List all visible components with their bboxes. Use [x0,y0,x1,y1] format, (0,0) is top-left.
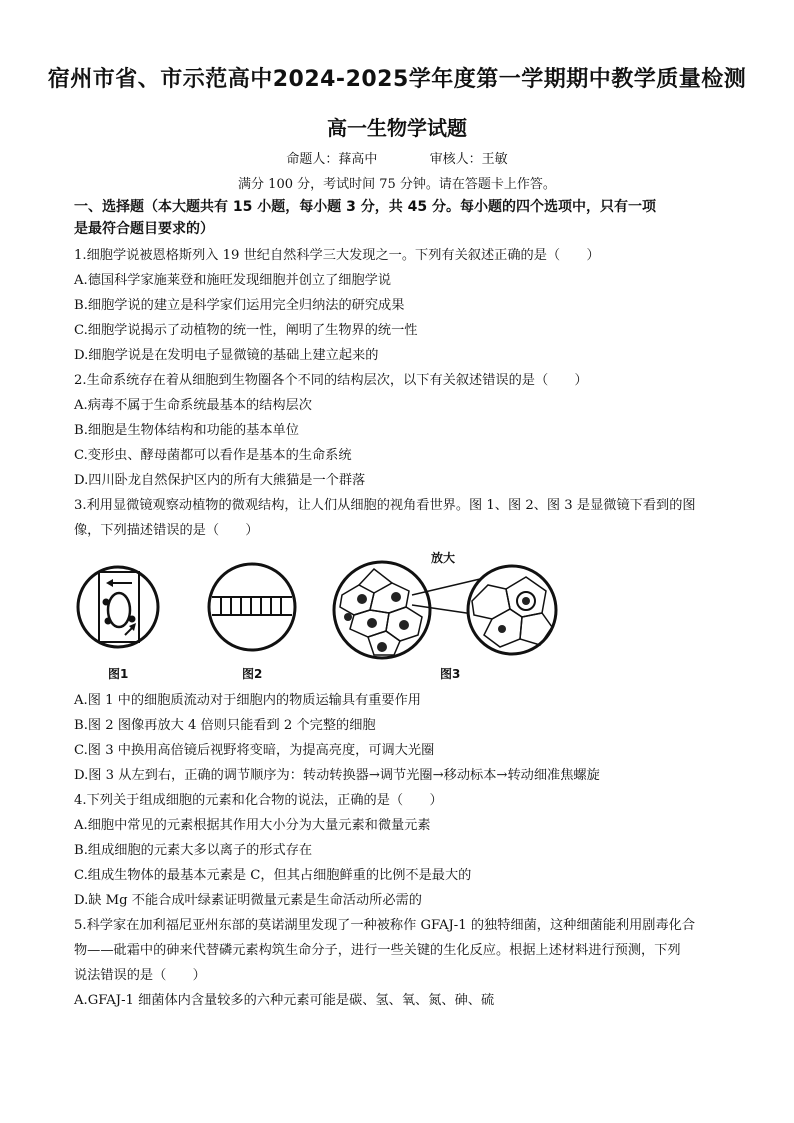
figure-3-high-power [468,566,556,654]
figures-svg [74,555,574,685]
question-1-option-c: C.细胞学说揭示了动植物的统一性，阐明了生物界的统一性 [74,323,418,338]
microscope-figures [74,551,574,685]
figure-3-caption: 图3 [440,667,461,681]
exam-instructions: 满分 100 分，考试时间 75 分钟。请在答题卡上作答。 [238,177,556,192]
section-heading: 一、选择题（本大题共有 15 小题，每小题 3 分，共 45 分。每小题的四个选项中，只有一项 [74,199,656,215]
question-3-option-b: B.图 2 图像再放大 4 倍则只能看到 2 个完整的细胞 [74,718,376,733]
question-5-option-a: A.GFAJ-1 细菌体内含量较多的六种元素可能是碳、氢、氧、氮、砷、硫 [74,993,495,1008]
zoom-label: 放大 [431,551,456,565]
question-5-stem-cont2: 说法错误的是（ ） [74,968,206,983]
question-3-stem: 3.利用显微镜观察动植物的微观结构，让人们从细胞的视角看世界。图 1、图 2、图 3 是显微镜下看到的图 [74,498,696,513]
question-2-option-b: B.细胞是生物体结构和功能的基本单位 [74,423,299,438]
question-5-stem-cont: 物——砒霜中的砷来代替磷元素构筑生命分子，进行一些关键的生化反应。根据上述材料进行预测，下列 [74,943,681,958]
question-3-option-c: C.图 3 中换用高倍镜后视野将变暗，为提高亮度，可调大光圈 [74,743,435,758]
question-3-option-d: D.图 3 从左到右，正确的调节顺序为：转动转换器→调节光圈→移动标本→转动细准焦螺旋 [74,768,600,783]
figure-1-drawing [78,567,158,647]
figure-3-low-power [334,562,430,658]
exam-meta [0,148,794,167]
question-2-option-d: D.四川卧龙自然保护区内的所有大熊猫是一个群落 [74,473,366,488]
figure-2-caption: 图2 [242,667,263,681]
question-5-stem: 5.科学家在加利福尼亚州东部的莫诺湖里发现了一种被称作 GFAJ-1 的独特细菌，这种细菌能利用剧毒化合 [74,918,696,933]
reviewer-label: 审核人：王敏 [429,152,508,167]
exam-title: 宿州市省、市示范高中2024-2025学年度第一学期期中教学质量检测 [47,67,747,92]
question-1-option-b: B.细胞学说的建立是科学家们运用完全归纳法的研究成果 [74,298,405,313]
question-1-option-d: D.细胞学说是在发明电子显微镜的基础上建立起来的 [74,348,379,363]
section-heading-cont: 是最符合题目要求的） [74,221,214,237]
question-3-option-a: A.图 1 中的细胞质流动对于细胞内的物质运输具有重要作用 [74,693,421,708]
question-4-option-d: D.缺 Mg 不能合成叶绿素证明微量元素是生命活动所必需的 [74,893,422,908]
question-2-option-c: C.变形虫、酵母菌都可以看作是基本的生命系统 [74,448,352,463]
question-2-stem: 2.生命系统存在着从细胞到生物圈各个不同的结构层次，以下有关叙述错误的是（ ） [74,373,588,388]
question-1-stem: 1.细胞学说被恩格斯列入 19 世纪自然科学三大发现之一。下列有关叙述正确的是（ ） [74,248,600,263]
figure-1-caption: 图1 [108,667,129,681]
question-2-option-a: A.病毒不属于生命系统最基本的结构层次 [74,398,312,413]
question-1-option-a: A.德国科学家施莱登和施旺发现细胞并创立了细胞学说 [74,273,392,288]
question-4-option-c: C.组成生物体的最基本元素是 C，但其占细胞鲜重的比例不是最大的 [74,868,472,883]
question-4-stem: 4.下列关于组成细胞的元素和化合物的说法，正确的是（ ） [74,793,443,808]
question-3-stem-cont: 像，下列描述错误的是（ ） [74,523,259,538]
exam-subtitle: 高一生物学试题 [327,116,467,140]
question-4-option-a: A.细胞中常见的元素根据其作用大小分为大量元素和微量元素 [74,818,431,833]
question-4-option-b: B.组成细胞的元素大多以离子的形式存在 [74,843,313,858]
figure-2-drawing [209,564,295,650]
author-label: 命题人：萚高中 [286,152,378,167]
